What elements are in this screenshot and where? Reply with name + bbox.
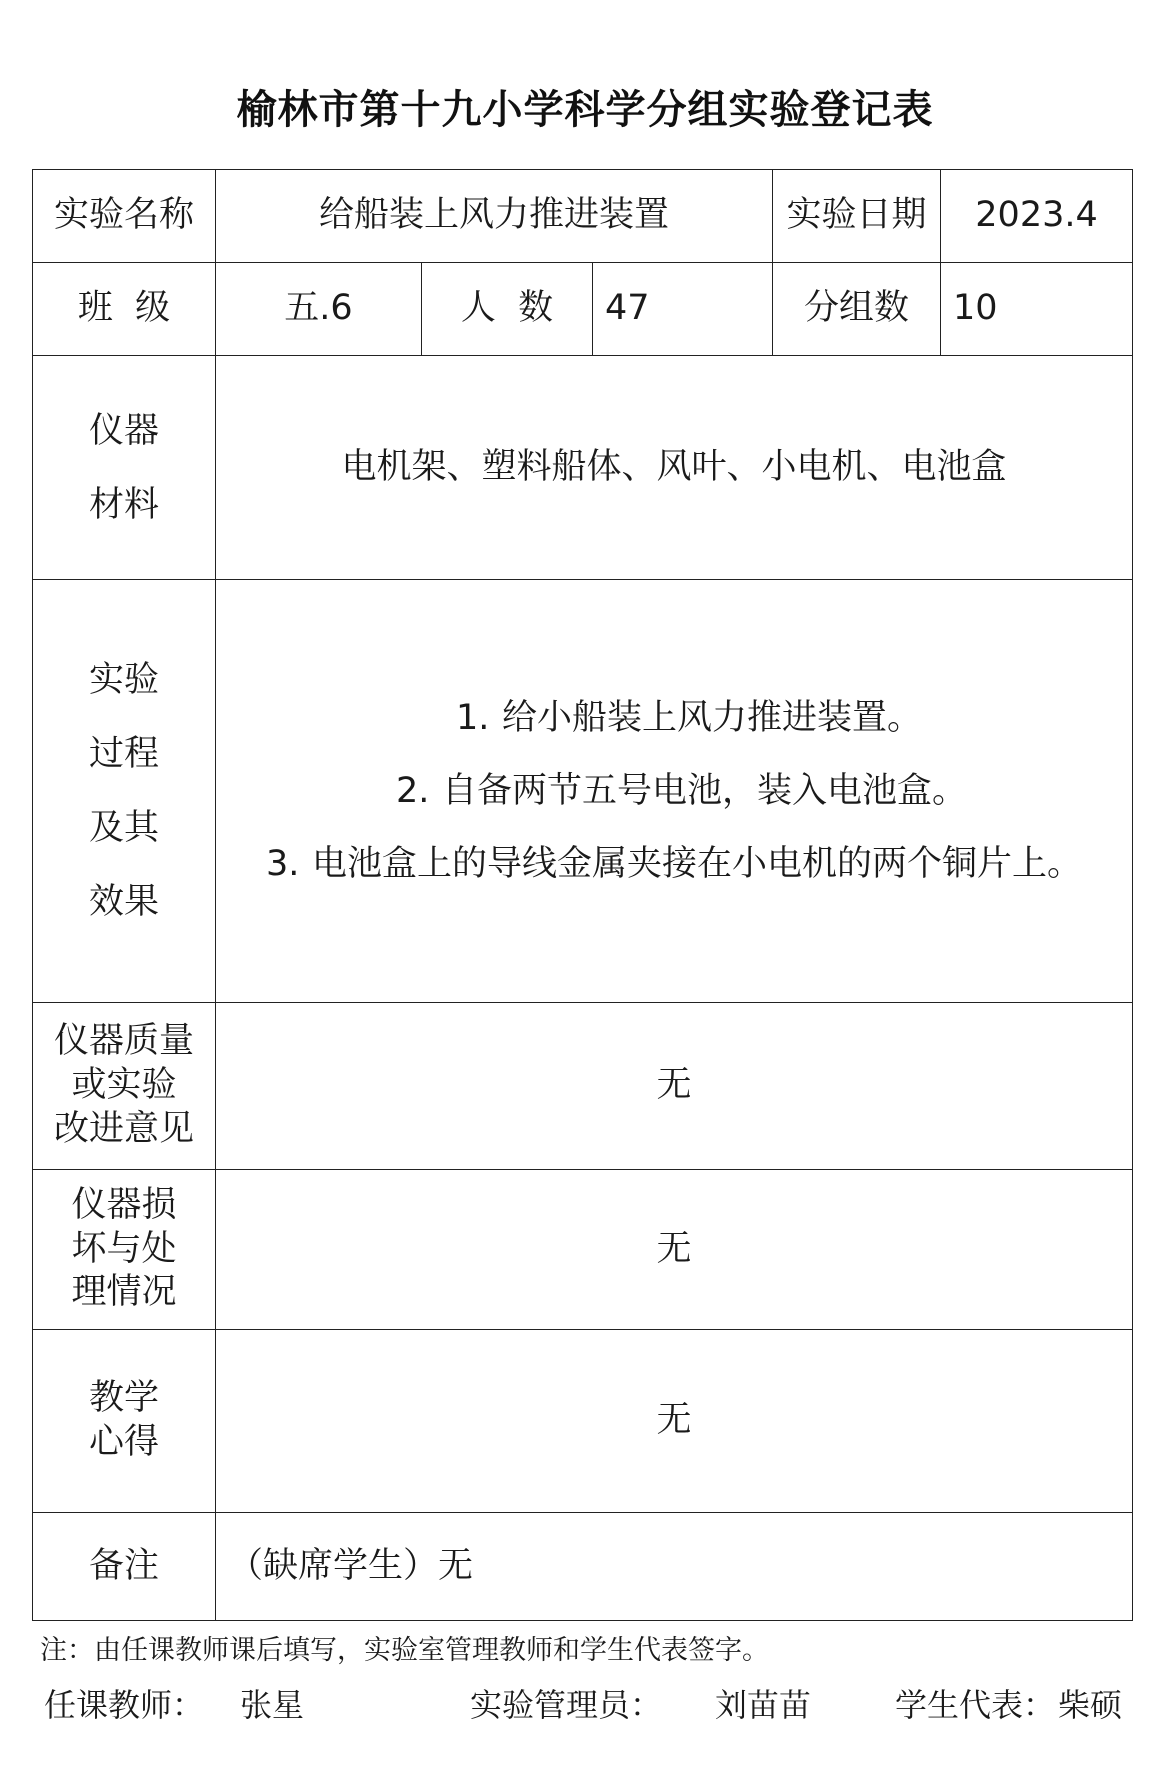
student-signature-label: 学生代表： (895, 1686, 1056, 1724)
process-label-line: 及其 (88, 808, 159, 848)
remark-value: （缺席学生）无 (216, 1513, 1133, 1621)
admin-signature-name: 刘苗苗 (715, 1686, 812, 1724)
materials-label-line: 仪器 (88, 410, 159, 451)
student-count-value: 47 (593, 263, 773, 356)
student-count-label: 人 数 (422, 263, 593, 356)
damage-label-line: 坏与处 (71, 1228, 177, 1269)
process-label-line: 过程 (88, 734, 159, 774)
teaching-value: 无 (216, 1330, 1133, 1513)
process-step (266, 828, 1082, 901)
quality-label-line: 仪器质量 (53, 1021, 194, 1062)
row-teaching (33, 1330, 1133, 1513)
quality-label-line: 改进意见 (53, 1108, 194, 1149)
class-label: 班 级 (33, 263, 216, 356)
step-text: 电池盒上的导线金属夹接在小电机的两个铜片上。 (312, 843, 1083, 884)
teacher-signature-label: 任课教师： (44, 1686, 205, 1724)
experiment-name-label: 实验名称 (33, 170, 216, 263)
materials-label-line: 材料 (88, 484, 159, 525)
process-label (33, 580, 216, 1003)
step-text: 自备两节五号电池，装入电池盒。 (442, 770, 968, 811)
step-number: 2. (396, 770, 430, 811)
teacher-signature-name: 张星 (240, 1686, 305, 1724)
materials-value: 电机架、塑料船体、风叶、小电机、电池盒 (216, 356, 1133, 580)
quality-label (33, 1003, 216, 1170)
materials-label (33, 356, 216, 580)
row-damage (33, 1170, 1133, 1330)
process-steps (216, 580, 1133, 1003)
experiment-date-value: 2023.4 (941, 170, 1133, 263)
row-quality (33, 1003, 1133, 1170)
step-number: 1. (456, 697, 490, 738)
process-step (266, 755, 1082, 828)
remark-label: 备注 (33, 1513, 216, 1621)
teaching-label-line: 心得 (88, 1422, 159, 1462)
row-process (33, 580, 1133, 1003)
row-remark (33, 1513, 1133, 1621)
damage-label-line: 仪器损 (71, 1184, 177, 1225)
step-text: 给小船装上风力推进装置。 (502, 697, 923, 738)
damage-value: 无 (216, 1170, 1133, 1330)
page-title: 榆林市第十九小学科学分组实验登记表 (236, 87, 934, 133)
group-count-value: 10 (941, 263, 1133, 356)
experiment-name-value: 给船装上风力推进装置 (216, 170, 773, 263)
damage-label-line: 理情况 (71, 1272, 177, 1313)
admin-signature-label: 实验管理员： (470, 1686, 663, 1724)
footnote: 注：由任课教师课后填写，实验室管理教师和学生代表签字。 (40, 1635, 769, 1666)
group-count-label: 分组数 (773, 263, 941, 356)
process-label-line: 实验 (88, 660, 159, 700)
damage-label (33, 1170, 216, 1330)
class-value: 五.6 (216, 263, 422, 356)
registration-table (32, 169, 1133, 1621)
teaching-label (33, 1330, 216, 1513)
row-materials (33, 356, 1133, 580)
quality-value: 无 (216, 1003, 1133, 1170)
process-label-line: 效果 (88, 882, 159, 922)
row-experiment-name (33, 170, 1133, 263)
step-number: 3. (266, 843, 300, 884)
teaching-label-line: 教学 (88, 1378, 159, 1419)
student-signature-name: 柴硕 (1058, 1686, 1123, 1724)
quality-label-line: 或实验 (71, 1065, 177, 1106)
row-class-info (33, 263, 1133, 356)
experiment-date-label: 实验日期 (773, 170, 941, 263)
process-step (266, 682, 1082, 755)
